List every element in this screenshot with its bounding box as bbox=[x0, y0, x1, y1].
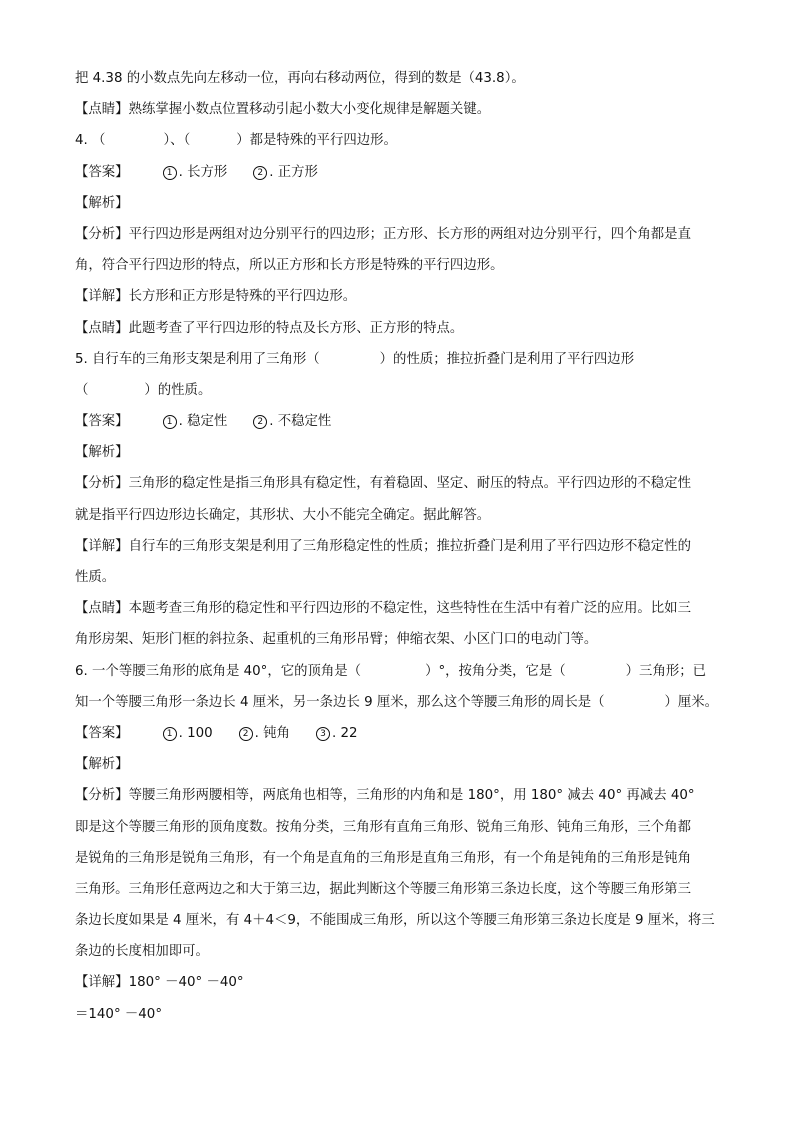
question-text: ）的性质。 bbox=[144, 382, 212, 398]
question-6 bbox=[75, 656, 735, 687]
answer-line bbox=[75, 406, 735, 437]
fenxi-line bbox=[75, 219, 735, 250]
xiangjie-tag: 【详解】 bbox=[75, 289, 129, 305]
jiexi-tag: 【解析】 bbox=[75, 445, 129, 461]
answer-text: . 100 bbox=[178, 725, 213, 741]
answer-text: . 钝角 bbox=[254, 725, 290, 741]
dianjing-tag: 【点睛】 bbox=[75, 102, 129, 118]
jiexi-tag: 【解析】 bbox=[75, 195, 129, 211]
fenxi-tag: 【分析】 bbox=[75, 226, 129, 242]
question-text: （ bbox=[75, 382, 89, 398]
circled-number-icon: 1 bbox=[163, 727, 177, 741]
xiangjie-line bbox=[75, 281, 735, 312]
fenxi-line bbox=[75, 905, 735, 936]
question-text: 知一个等腰三角形一条边长 4 厘米，另一条边长 9 厘米，那么这个等腰三角形的周长是（ bbox=[75, 694, 605, 710]
fenxi-line bbox=[75, 468, 735, 499]
dianjing-line bbox=[75, 313, 735, 344]
xiangjie-tag: 【详解】 bbox=[75, 538, 129, 554]
question-text: ）三角形；已 bbox=[625, 663, 707, 679]
answer-text: . 22 bbox=[331, 725, 358, 741]
dianjing-text: 本题考查三角形的稳定性和平行四边形的不稳定性，这些特性在生活中有着广泛的应用。比如三 bbox=[128, 601, 691, 617]
xiangjie-text: ＝140° －40° bbox=[75, 1006, 163, 1022]
answer-text: . 正方形 bbox=[269, 164, 318, 180]
answer-item bbox=[316, 718, 358, 749]
dianjing-text: 此题考查了平行四边形的特点及长方形、正方形的特点。 bbox=[128, 320, 464, 336]
dianjing-line bbox=[75, 593, 735, 624]
jiexi-line bbox=[75, 437, 735, 468]
fenxi-text: 三角形的稳定性是指三角形具有稳定性，有着稳固、坚定、耐压的特点。平行四边形的不稳定性 bbox=[128, 476, 691, 492]
fenxi-text: 三角形。三角形任意两边之和大于第三边，据此判断这个等腰三角形第三条边长度，这个等腰三角形第三 bbox=[75, 881, 691, 897]
dianjing-line bbox=[75, 624, 735, 655]
xiangjie-text: 长方形和正方形是特殊的平行四边形。 bbox=[128, 289, 357, 305]
circled-number-icon: 1 bbox=[163, 415, 177, 429]
question-text: ）都是特殊的平行四边形。 bbox=[236, 133, 397, 149]
question-text: 5. 自行车的三角形支架是利用了三角形（ bbox=[75, 351, 320, 367]
paragraph-text: 把 4.38 的小数点先向左移动一位，再向右移动两位，得到的数是（43.8）。 bbox=[75, 71, 525, 86]
dianjing-text: 角形房架、矩形门框的斜拉条、起重机的三角形吊臂；伸缩衣架、小区门口的电动门等。 bbox=[75, 632, 598, 648]
xiangjie-line bbox=[75, 531, 735, 562]
fenxi-line bbox=[75, 936, 735, 967]
xiangjie-text: 180° －40° －40° bbox=[128, 975, 244, 991]
answer-item bbox=[163, 406, 228, 437]
answer-line bbox=[75, 157, 735, 188]
fenxi-text: 就是指平行四边形边长确定，其形状、大小不能完全确定。据此解答。 bbox=[75, 507, 491, 523]
document-page bbox=[75, 63, 735, 1030]
answer-text: . 不稳定性 bbox=[269, 414, 332, 430]
answer-tag: 【答案】 bbox=[75, 414, 129, 430]
question-4 bbox=[75, 125, 735, 156]
fenxi-text: 即是这个等腰三角形的顶角度数。按角分类，三角形有直角三角形、锐角三角形、钝角三角形，三个角都 bbox=[75, 819, 691, 835]
answer-tag: 【答案】 bbox=[75, 164, 129, 180]
question-5 bbox=[75, 344, 735, 375]
question-text: 4. （ bbox=[75, 133, 106, 149]
circled-number-icon: 2 bbox=[253, 166, 267, 180]
fenxi-text: 等腰三角形两腰相等，两底角也相等，三角形的内角和是 180°，用 180° 减去 40° 再减去 40° bbox=[128, 788, 695, 804]
fenxi-line bbox=[75, 250, 735, 281]
text-line bbox=[75, 63, 735, 94]
dianjing-line bbox=[75, 94, 735, 125]
answer-line bbox=[75, 718, 735, 749]
xiangjie-line bbox=[75, 999, 735, 1030]
answer-item bbox=[253, 157, 318, 188]
jiexi-line bbox=[75, 188, 735, 219]
fenxi-tag: 【分析】 bbox=[75, 788, 129, 804]
question-text: 6. 一个等腰三角形的底角是 40°，它的顶角是（ bbox=[75, 663, 362, 679]
answer-text: . 长方形 bbox=[178, 164, 228, 180]
circled-number-icon: 2 bbox=[253, 415, 267, 429]
answer-item bbox=[163, 157, 228, 188]
answer-item bbox=[163, 718, 213, 749]
dianjing-text: 熟练掌握小数点位置移动引起小数大小变化规律是解题关键。 bbox=[128, 102, 491, 118]
question-text: ）厘米。 bbox=[664, 694, 719, 710]
fenxi-tag: 【分析】 bbox=[75, 476, 129, 492]
xiangjie-tag: 【详解】 bbox=[75, 975, 129, 991]
answer-item bbox=[253, 406, 331, 437]
dianjing-tag: 【点睛】 bbox=[75, 320, 129, 336]
xiangjie-text: 性质。 bbox=[75, 570, 116, 585]
fenxi-line bbox=[75, 812, 735, 843]
fenxi-line bbox=[75, 500, 735, 531]
fenxi-text: 平行四边形是两组对边分别平行的四边形；正方形、长方形的两组对边分别平行，四个角都是直 bbox=[128, 226, 691, 242]
fenxi-text: 条边的长度相加即可。 bbox=[75, 944, 209, 960]
answer-item bbox=[239, 718, 290, 749]
question-text: ）°，按角分类，它是（ bbox=[425, 663, 566, 679]
fenxi-text: 是锐角的三角形是锐角三角形，有一个角是直角的三角形是直角三角形，有一个角是钝角的三角形是钝角 bbox=[75, 850, 691, 866]
question-text: ）的性质；推拉折叠门是利用了平行四边形 bbox=[379, 351, 635, 367]
xiangjie-line bbox=[75, 562, 735, 593]
fenxi-line bbox=[75, 874, 735, 905]
answer-tag: 【答案】 bbox=[75, 725, 129, 741]
jiexi-tag: 【解析】 bbox=[75, 757, 129, 773]
question-text: ）、（ bbox=[163, 133, 191, 149]
fenxi-text: 条边长度如果是 4 厘米，有 4＋4＜9，不能围成三角形，所以这个等腰三角形第三条边长度是 9 厘米，将三 bbox=[75, 913, 715, 929]
xiangjie-line bbox=[75, 967, 735, 998]
question-6-cont bbox=[75, 687, 735, 718]
circled-number-icon: 3 bbox=[316, 727, 330, 741]
answer-text: . 稳定性 bbox=[178, 414, 228, 430]
dianjing-tag: 【点睛】 bbox=[75, 601, 129, 617]
question-5-cont bbox=[75, 375, 735, 406]
circled-number-icon: 1 bbox=[163, 166, 177, 180]
fenxi-text: 角，符合平行四边形的特点，所以正方形和长方形是特殊的平行四边形。 bbox=[75, 258, 504, 274]
xiangjie-text: 自行车的三角形支架是利用了三角形稳定性的性质；推拉折叠门是利用了平行四边形不稳定性的 bbox=[128, 538, 691, 554]
fenxi-line bbox=[75, 843, 735, 874]
circled-number-icon: 2 bbox=[239, 727, 253, 741]
jiexi-line bbox=[75, 749, 735, 780]
fenxi-line bbox=[75, 780, 735, 811]
